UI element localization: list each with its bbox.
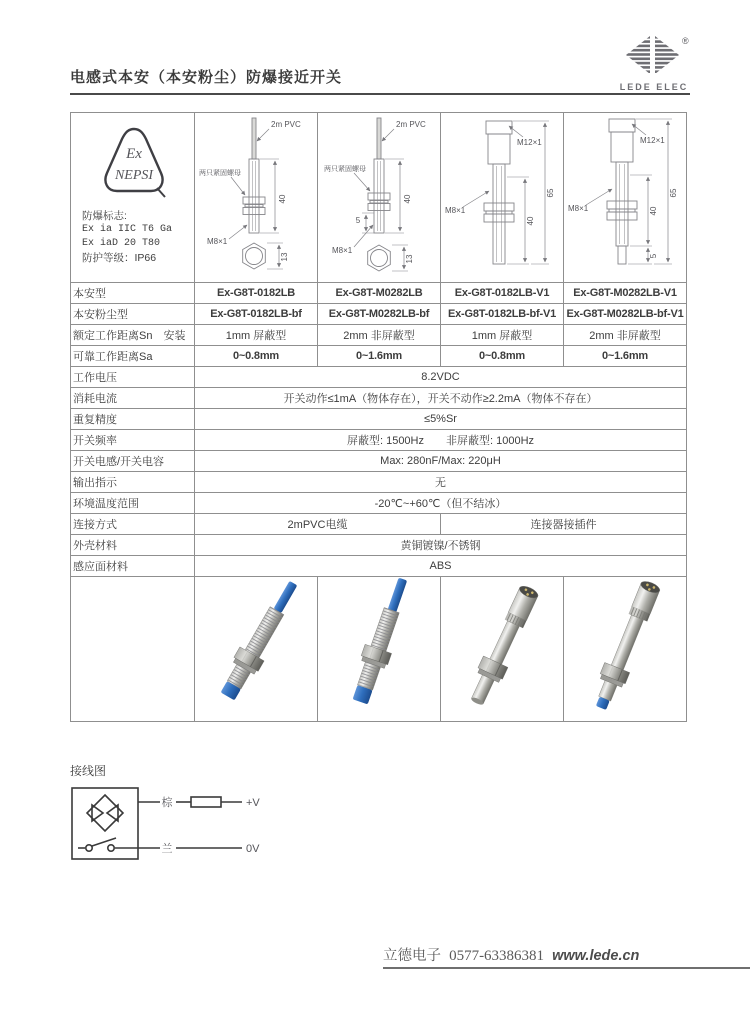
svg-text:M12×1: M12×1 <box>640 136 665 145</box>
spec-value: -20℃~+60℃（但不结冰） <box>195 493 687 514</box>
svg-text:40: 40 <box>403 194 412 204</box>
spec-value: 2mm 非屏蔽型 <box>564 325 687 346</box>
svg-text:5: 5 <box>355 216 361 225</box>
table-row-sensing-face-material <box>71 556 687 577</box>
spec-label: 本安型 <box>71 283 195 304</box>
model-number: Ex-G8T-M0282LB-bf <box>318 304 441 325</box>
model-number: Ex-G8T-0182LB-V1 <box>441 283 564 304</box>
svg-text:Ex: Ex <box>126 146 142 162</box>
registered-mark: ® <box>682 36 689 46</box>
product-photo-connector-unshielded <box>564 577 687 722</box>
svg-text:2m PVC: 2m PVC <box>271 120 301 129</box>
spec-value: 开关动作≤1mA（物体存在），开关不动作≥2.2mA（物体不存在） <box>195 388 687 409</box>
wiring-diagram <box>70 780 310 885</box>
model-number: Ex-G8T-0182LB-bf <box>195 304 318 325</box>
product-photo-cable-shielded <box>195 577 318 722</box>
table-row-rated-distance <box>71 325 687 346</box>
spec-value: 8.2VDC <box>195 367 687 388</box>
model-number: Ex-G8T-M0282LB-V1 <box>564 283 687 304</box>
spec-value: 0~1.6mm <box>564 346 687 367</box>
spec-value: 0~0.8mm <box>195 346 318 367</box>
svg-text:M12×1: M12×1 <box>517 138 542 147</box>
footer-website: www.lede.cn <box>552 948 640 964</box>
nepsi-ex-mark-icon <box>95 125 173 210</box>
photo-row <box>71 577 687 722</box>
wire-brown-label: 棕 <box>161 797 173 809</box>
footer-company: 立德电子 <box>383 948 441 964</box>
table-row-voltage <box>71 367 687 388</box>
spec-label: 工作电压 <box>71 367 195 388</box>
spec-label: 本安粉尘型 <box>71 304 195 325</box>
table-row-output-indicator <box>71 472 687 493</box>
footer <box>383 944 743 965</box>
certification-cell <box>71 113 195 283</box>
dimension-drawing-cable-shielded <box>195 113 318 283</box>
spec-value: Max: 280nF/Max: 220μH <box>195 451 687 472</box>
spec-label: 开关频率 <box>71 430 195 451</box>
spec-value: 屏蔽型: 1500Hz 非屏蔽型: 1000Hz <box>195 430 687 451</box>
zero-v-label: 0V <box>246 843 260 855</box>
table-row-frequency <box>71 430 687 451</box>
model-number: Ex-G8T-0182LB <box>195 283 318 304</box>
svg-text:13: 13 <box>280 252 289 262</box>
table-row-repeatability <box>71 409 687 430</box>
dimension-drawing-connector-shielded <box>441 113 564 283</box>
spec-label: 开关电感/开关电容 <box>71 451 195 472</box>
svg-text:两只紧固螺母: 两只紧固螺母 <box>199 170 241 177</box>
spec-label: 外壳材料 <box>71 535 195 556</box>
wiring-diagram-title: 接线图 <box>70 764 107 778</box>
dimension-drawing-connector-unshielded <box>564 113 687 283</box>
model-number: Ex-G8T-0182LB-bf-V1 <box>441 304 564 325</box>
svg-text:40: 40 <box>526 216 535 226</box>
svg-text:两只紧固螺母: 两只紧固螺母 <box>324 166 366 173</box>
product-photo-cable-unshielded <box>318 577 441 722</box>
footer-phone: 0577-63386381 <box>449 948 545 964</box>
dimension-drawing-cable-unshielded <box>318 113 441 283</box>
lede-diamond-logo-icon <box>614 34 694 76</box>
svg-text:40: 40 <box>649 206 658 216</box>
svg-text:NEPSI: NEPSI <box>114 168 154 183</box>
spec-label: 感应面材料 <box>71 556 195 577</box>
footer-divider <box>383 967 750 969</box>
spec-value: 无 <box>195 472 687 493</box>
spec-label: 重复精度 <box>71 409 195 430</box>
spec-value: 黄铜镀镍/不锈钢 <box>195 535 687 556</box>
spec-value: 1mm 屏蔽型 <box>441 325 564 346</box>
svg-text:65: 65 <box>546 188 555 198</box>
company-logo <box>614 34 694 92</box>
title-divider <box>70 93 690 95</box>
spec-table <box>70 112 687 722</box>
table-row-inductance <box>71 451 687 472</box>
table-row-temperature <box>71 493 687 514</box>
svg-text:M8×1: M8×1 <box>332 246 353 255</box>
table-row-reliable-distance <box>71 346 687 367</box>
spec-value: ≤5%Sr <box>195 409 687 430</box>
svg-text:40: 40 <box>278 194 287 204</box>
drawing-row <box>71 113 687 283</box>
spec-value: 1mm 屏蔽型 <box>195 325 318 346</box>
table-row-intrinsic-safe <box>71 283 687 304</box>
spec-value: 2mPVC电缆 <box>195 514 441 535</box>
spec-label: 可靠工作距离Sa <box>71 346 195 367</box>
svg-text:M8×1: M8×1 <box>568 204 589 213</box>
product-photo-connector-shielded <box>441 577 564 722</box>
plus-v-label: +V <box>246 797 260 809</box>
svg-text:2m PVC: 2m PVC <box>396 120 426 129</box>
spec-value: 连接器接插件 <box>441 514 687 535</box>
spec-label: 输出指示 <box>71 472 195 493</box>
svg-text:5: 5 <box>649 253 658 259</box>
svg-text:13: 13 <box>405 254 414 264</box>
model-number: Ex-G8T-M0282LB <box>318 283 441 304</box>
table-row-current <box>71 388 687 409</box>
svg-text:M8×1: M8×1 <box>445 206 466 215</box>
spec-value: 0~0.8mm <box>441 346 564 367</box>
wire-blue-label: 兰 <box>161 843 173 855</box>
resistor-symbol-icon <box>191 797 221 807</box>
certification-text: 防爆标志: Ex ia IIC T6 Ga Ex iaD 20 T80 防护等级：IP66 <box>82 210 173 264</box>
spec-label: 消耗电流 <box>71 388 195 409</box>
spec-value: 2mm 非屏蔽型 <box>318 325 441 346</box>
spec-label: 额定工作距离Sn 安装 <box>71 325 195 346</box>
table-row-housing-material <box>71 535 687 556</box>
empty-cell <box>71 577 195 722</box>
spec-label: 环境温度范围 <box>71 493 195 514</box>
svg-text:M8×1: M8×1 <box>207 237 228 246</box>
table-row-dust-type <box>71 304 687 325</box>
model-number: Ex-G8T-M0282LB-bf-V1 <box>564 304 687 325</box>
spec-value: 0~1.6mm <box>318 346 441 367</box>
logo-text: LEDE ELEC <box>619 82 689 92</box>
page-title: 电感式本安（本安粉尘）防爆接近开关 <box>70 69 343 86</box>
table-row-connection <box>71 514 687 535</box>
spec-value: ABS <box>195 556 687 577</box>
spec-label: 连接方式 <box>71 514 195 535</box>
svg-text:65: 65 <box>669 188 678 198</box>
